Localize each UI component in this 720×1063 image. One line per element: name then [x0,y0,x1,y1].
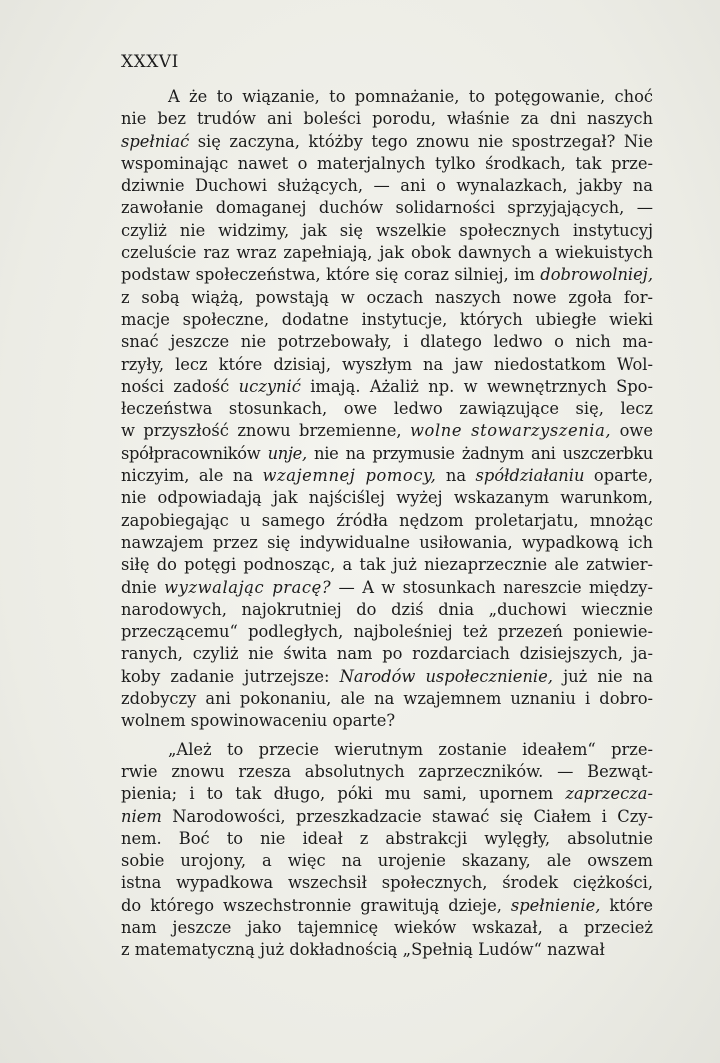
text-line [121,197,653,219]
italic-text: spółdziałaniu [475,466,585,486]
text-line [121,131,653,153]
text-line [121,666,653,688]
italic-text: spełniać [121,131,190,151]
text-run: „Ależ to przecie wierutnym zostanie ideałem“ prze- [168,739,653,759]
paragraph [121,739,653,962]
text-line [121,828,653,850]
text-run: nawzajem przez się indywidualne usiłowania, wypadkową ich [121,532,653,552]
text-run: Narodowości, przeszkadzacie stawać się Ciałem i Czy- [161,806,653,826]
text-run: czyliż nie widzimy, jak się wszelkie społecznych instytucyj [121,220,653,240]
italic-text: niem [121,806,162,826]
text-run: owe [611,421,653,441]
text-line [121,872,653,894]
text-line [121,487,653,509]
text-run: nie odpowiadają jak najściślej wyżej wskazanym warunkom, [121,488,653,508]
text-line [121,153,653,175]
text-run: czeluście raz wraz zapełniają, jak obok dawnych a wiekuistych [121,243,653,263]
italic-text: wolne stowarzyszenia, [410,421,612,441]
text-line [121,376,653,398]
text-line [121,443,653,465]
text-run: koby zadanie jutrzejsze: [121,666,340,686]
text-line [121,264,653,286]
text-run: zapobiegając u samego źródła nędzom proletarjatu, mnożąc [121,510,653,530]
text-line [121,108,653,130]
text-line [121,554,653,576]
text-run: łeczeństwa stosunkach, owe ledwo zawiązujące się, lecz [121,399,653,419]
text-line [121,175,653,197]
text-line [121,850,653,872]
text-line [121,783,653,805]
italic-text: uczynić [238,376,301,396]
text-run: pienia; i to tak długo, póki mu sami, upornem [121,784,566,804]
text-line [121,761,653,783]
text-run: podstaw społeczeństwa, które się coraz silniej, im [121,265,541,285]
text-run: ranych, czyliż nie świta nam po rozdarciach dzisiejszych, ja- [121,644,653,664]
text-run: nie na przymusie żadnym ani uszczerbku [306,443,653,463]
text-line [121,739,653,761]
text-run: przeczącemu“ podległych, najboleśniej też przezeń poniewie- [121,622,653,642]
text-run: już nie na [552,666,653,686]
text-run: — A w stosunkach nareszcie między- [331,577,653,597]
text-run: zdobyczy ani pokonaniu, ale na wzajemnem uznaniu i dobro- [121,689,653,709]
text-run: wolnem spowinowaceniu oparte? [121,711,396,731]
text-run: A że to wiązanie, to pomnażanie, to potęgowanie, choć [168,87,653,106]
text-line [121,287,653,309]
text-line [121,806,653,828]
text-line [121,510,653,532]
italic-text: zaprzecza- [565,784,653,804]
italic-text: spełnienie, [510,895,601,915]
italic-text: wzajemnej pomocy, [262,466,437,486]
text-line [121,577,653,599]
text-line [121,354,653,376]
italic-text: unje, [267,443,307,463]
paragraph [121,86,653,733]
text-run: dziwnie Duchowi służących, — ani o wynalazkach, jakby na [121,176,653,196]
text-run: narodowych, najokrutniej do dziś dnia „duchowi wiecznie [121,599,653,619]
text-line [121,309,653,331]
text-line [121,220,653,242]
text-run: oparte, [584,466,653,486]
text-run: macje społeczne, dodatne instytucje, których ubiegłe wieki [121,309,653,329]
text-run: siłę do potęgi podnosząc, a tak już niezaprzecznie ale zatwier- [121,555,653,575]
text-line [121,532,653,554]
text-run: snać jeszcze nie potrzebowały, i dlatego ledwo o nich ma- [121,332,653,352]
text-run: ności zadość [121,376,239,396]
italic-text: wyzwalając pracę? [164,577,332,597]
text-line [121,643,653,665]
text-run: zawołanie domaganej duchów solidarności sprzyjających, — [121,198,653,218]
text-run: na [436,466,476,486]
text-line [121,917,653,939]
text-run: istna wypadkowa wszechsił społecznych, środek ciężkości, [121,873,653,893]
text-run: niczyim, ale na [121,466,263,486]
text-line [121,621,653,643]
text-run: w przyszłość znowu brzemienne, [121,421,410,441]
text-line [121,331,653,353]
text-line [121,86,653,108]
text-line [121,398,653,420]
text-run: z sobą wiążą, powstają w oczach naszych nowe zgoła for- [121,287,653,307]
text-run: nam jeszcze jako tajemnicę wieków wskazał, a przecież [121,917,653,937]
text-run: dnie [121,577,165,597]
text-line [121,420,653,442]
page-number: XXXVI [121,52,179,72]
text-run: wspominając nawet o materjalnych tylko środkach, tak prze- [121,153,653,173]
text-run: sobie urojony, a więc na urojenie skazany, ale owszem [121,851,653,871]
text-run: rzyły, lecz które dzisiaj, wyszłym na jaw niedostatkom Wol- [121,354,653,374]
text-run: imają. Ażaliż np. w wewnętrznych Spo- [300,376,653,396]
text-run: nie bez trudów ani boleści porodu, właśnie za dni naszych [121,109,653,129]
text-line [121,710,653,732]
text-run: do którego wszechstronnie grawitują dzieje, [121,895,511,915]
body-text [121,86,653,962]
text-line [121,688,653,710]
text-run: z matematyczną już dokładnością „Spełnią Ludów“ nazwał [121,940,605,960]
italic-text: Narodów uspołecznienie, [339,666,553,686]
text-line [121,465,653,487]
italic-text: dobrowolniej, [540,265,653,285]
text-run: które [600,895,653,915]
text-run: rwie znowu rzesza absolutnych zaprzeczników. — Bezwąt- [121,761,653,781]
text-line [121,599,653,621]
text-line [121,242,653,264]
text-run: się zaczyna, któżby tego znowu nie spostrzegał? Nie [189,131,653,151]
text-line [121,895,653,917]
text-run: spółpracowników [121,443,268,463]
text-line [121,939,653,961]
text-run: nem. Boć to nie ideał z abstrakcji wylęgły, absolutnie [121,828,653,848]
